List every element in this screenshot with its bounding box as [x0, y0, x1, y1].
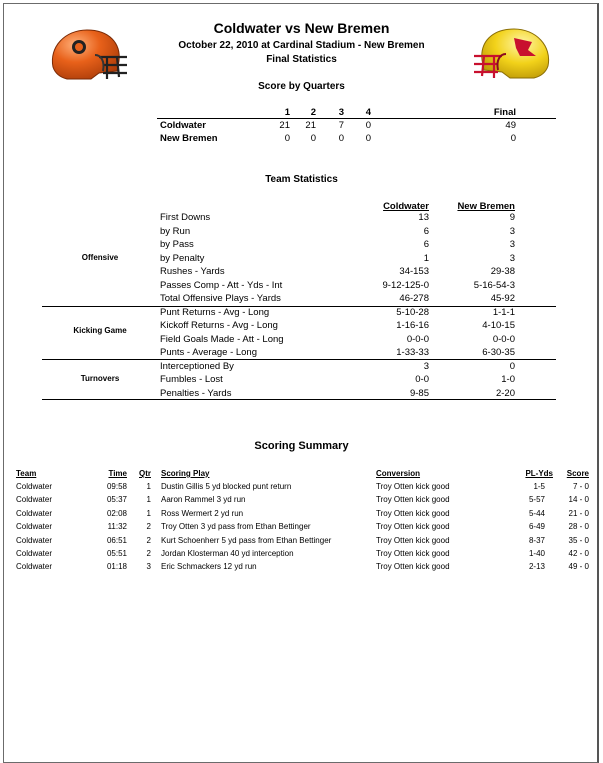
ss-team: Coldwater: [16, 508, 53, 518]
ss-plyds: 8-37: [528, 535, 545, 545]
score-row-team: Coldwater: [160, 120, 206, 131]
score-q1: 21: [279, 120, 290, 131]
stat-away-value: 6-30-35: [482, 347, 515, 358]
stat-away-value: 2-20: [495, 387, 515, 399]
stat-label: Rushes - Yards: [160, 266, 225, 277]
team-stats-away-header: New Bremen: [457, 201, 515, 212]
ss-conversion: Troy Otten kick good: [376, 508, 450, 518]
group-label-kicking-game: Kicking Game: [73, 326, 127, 335]
ss-score: 21 - 0: [568, 508, 589, 518]
stat-home-value: 1: [423, 252, 429, 264]
stat-label: by Penalty: [160, 252, 205, 264]
ss-conversion: Troy Otten kick good: [376, 522, 450, 532]
ss-score: 49 - 0: [568, 562, 589, 572]
stat-home-value: 6: [423, 239, 429, 250]
ss-play: Ross Wermert 2 yd run: [161, 508, 244, 518]
team-statistics-heading: Team Statistics: [265, 174, 338, 185]
ss-play: Kurt Schoenherr 5 yd pass from Ethan Bettinger: [161, 535, 332, 545]
stat-home-value: 5-10-28: [396, 306, 429, 318]
ss-conversion: Troy Otten kick good: [376, 495, 450, 505]
ss-score: 14 - 0: [568, 495, 589, 505]
stat-home-value: 9-85: [409, 387, 429, 399]
ss-time: 11:32: [107, 522, 127, 532]
stat-away-value: 3: [509, 239, 515, 250]
score-row-team: New Bremen: [160, 133, 218, 144]
score-final: 49: [505, 120, 516, 131]
ss-play: Aaron Rammel 3 yd run: [161, 495, 246, 505]
turnovers-separator: [42, 399, 556, 400]
ss-header-score: Score: [566, 469, 589, 478]
ss-plyds: 6-49: [528, 522, 545, 532]
ss-score: 7 - 0: [572, 482, 589, 491]
stat-home-value: 0-0-0: [406, 333, 429, 345]
offensive-separator: [42, 306, 556, 307]
stat-label: First Downs: [160, 212, 211, 223]
ss-team: Coldwater: [16, 482, 53, 491]
final-header: Final: [493, 107, 516, 118]
stat-label: Total Offensive Plays - Yards: [160, 293, 281, 304]
stat-home-value: 9-12-125-0: [382, 279, 429, 291]
ss-qtr: 2: [146, 522, 151, 532]
ss-qtr: 1: [146, 482, 151, 491]
stat-home-value: 13: [418, 212, 429, 223]
stat-away-value: 3: [509, 252, 515, 264]
ss-plyds: 1-40: [528, 549, 545, 558]
stat-home-value: 34-153: [399, 266, 429, 277]
ss-qtr: 2: [146, 549, 151, 558]
page-subtitle-2: Final Statistics: [266, 54, 337, 65]
quarter-header-4: 4: [365, 107, 371, 118]
kicking-separator: [42, 359, 556, 360]
stat-label: Punt Returns - Avg - Long: [160, 306, 270, 318]
score-q4: 0: [365, 133, 371, 144]
ss-score: 42 - 0: [568, 549, 589, 558]
stat-away-value: 0-0-0: [492, 333, 515, 345]
ss-time: 01:18: [106, 562, 127, 572]
stat-label: by Run: [160, 225, 191, 237]
ss-plyds: 2-13: [528, 562, 545, 572]
score-final: 0: [510, 133, 516, 144]
stat-home-value: 3: [423, 360, 429, 372]
stat-away-value: 5-16-54-3: [473, 279, 515, 291]
stat-label: Penalties - Yards: [160, 387, 232, 399]
stat-home-value: 1-33-33: [396, 347, 429, 358]
ss-qtr: 2: [146, 535, 151, 545]
stat-home-value: 46-278: [399, 293, 429, 304]
stat-label: Fumbles - Lost: [160, 374, 223, 385]
stat-away-value: 1-0: [501, 374, 515, 385]
stat-away-value: 0: [509, 360, 515, 372]
ss-score: 28 - 0: [568, 522, 589, 532]
ss-header-team: Team: [16, 469, 37, 478]
scoring-summary-heading: Scoring Summary: [254, 440, 349, 452]
stat-home-value: 6: [423, 225, 429, 237]
ss-plyds: 1-5: [533, 482, 545, 491]
page-subtitle: October 22, 2010 at Cardinal Stadium - New Bremen: [178, 40, 425, 51]
ss-header-play: Scoring Play: [161, 469, 210, 478]
quarter-header-3: 3: [338, 107, 344, 118]
stat-home-value: 1-16-16: [396, 320, 429, 331]
ss-header-qtr: Qtr: [139, 469, 151, 478]
stat-away-value: 45-92: [490, 293, 515, 304]
ss-conversion: Troy Otten kick good: [376, 562, 450, 572]
group-label-offensive: Offensive: [81, 253, 119, 262]
ss-qtr: 1: [146, 508, 151, 518]
ss-conversion: Troy Otten kick good: [376, 535, 450, 545]
ss-time: 05:37: [106, 495, 127, 505]
ss-time: 05:51: [106, 549, 127, 558]
ss-play: Troy Otten 3 yd pass from Ethan Bettinger: [161, 522, 311, 532]
score-q4: 0: [365, 120, 371, 131]
stat-away-value: 1-1-1: [492, 306, 515, 318]
stat-away-value: 3: [509, 225, 515, 237]
ss-time: 06:51: [106, 535, 127, 545]
ss-team: Coldwater: [16, 495, 53, 505]
ss-play: Jordan Klosterman 40 yd interception: [161, 549, 294, 558]
stat-label: Punts - Average - Long: [160, 347, 257, 358]
team-stats-home-header: Coldwater: [383, 201, 429, 212]
stat-label: Interceptioned By: [160, 360, 234, 372]
stat-away-value: 29-38: [490, 266, 515, 277]
quarter-header-2: 2: [310, 107, 316, 118]
group-label-turnovers: Turnovers: [80, 374, 120, 383]
score-header-rule: [157, 118, 556, 119]
page-title: Coldwater vs New Bremen: [213, 20, 390, 36]
ss-qtr: 3: [146, 562, 151, 572]
ss-time: 02:08: [106, 508, 127, 518]
quarter-header-1: 1: [284, 107, 290, 118]
ss-conversion: Troy Otten kick good: [376, 482, 450, 491]
stat-label: by Pass: [160, 239, 194, 250]
ss-header-conversion: Conversion: [376, 469, 421, 478]
ss-header-plyds: PL-Yds: [525, 469, 553, 478]
score-q2: 0: [310, 133, 316, 144]
ss-header-time: Time: [108, 469, 127, 478]
score-q2: 21: [305, 120, 316, 131]
stat-home-value: 0-0: [415, 374, 429, 385]
stat-label: Field Goals Made - Att - Long: [160, 333, 284, 345]
stat-label: Kickoff Returns - Avg - Long: [160, 320, 278, 331]
ss-team: Coldwater: [16, 549, 53, 558]
stat-label: Passes Comp - Att - Yds - Int: [160, 279, 283, 291]
ss-time: 09:58: [106, 482, 127, 491]
stat-away-value: 4-10-15: [482, 320, 515, 331]
ss-play: Dustin Gillis 5 yd blocked punt return: [161, 482, 292, 491]
ss-play: Eric Schmackers 12 yd run: [161, 562, 257, 572]
ss-conversion: Troy Otten kick good: [376, 549, 450, 558]
ss-plyds: 5-57: [528, 495, 545, 505]
ss-team: Coldwater: [16, 562, 53, 572]
ss-team: Coldwater: [16, 535, 53, 545]
ss-team: Coldwater: [16, 522, 53, 532]
score-q3: 0: [338, 133, 344, 144]
score-by-quarters-heading: Score by Quarters: [258, 81, 345, 92]
ss-qtr: 1: [146, 495, 151, 505]
ss-plyds: 5-44: [528, 508, 545, 518]
ss-score: 35 - 0: [568, 535, 589, 545]
score-q3: 7: [338, 120, 344, 131]
stat-away-value: 9: [509, 212, 515, 223]
score-q1: 0: [284, 133, 290, 144]
